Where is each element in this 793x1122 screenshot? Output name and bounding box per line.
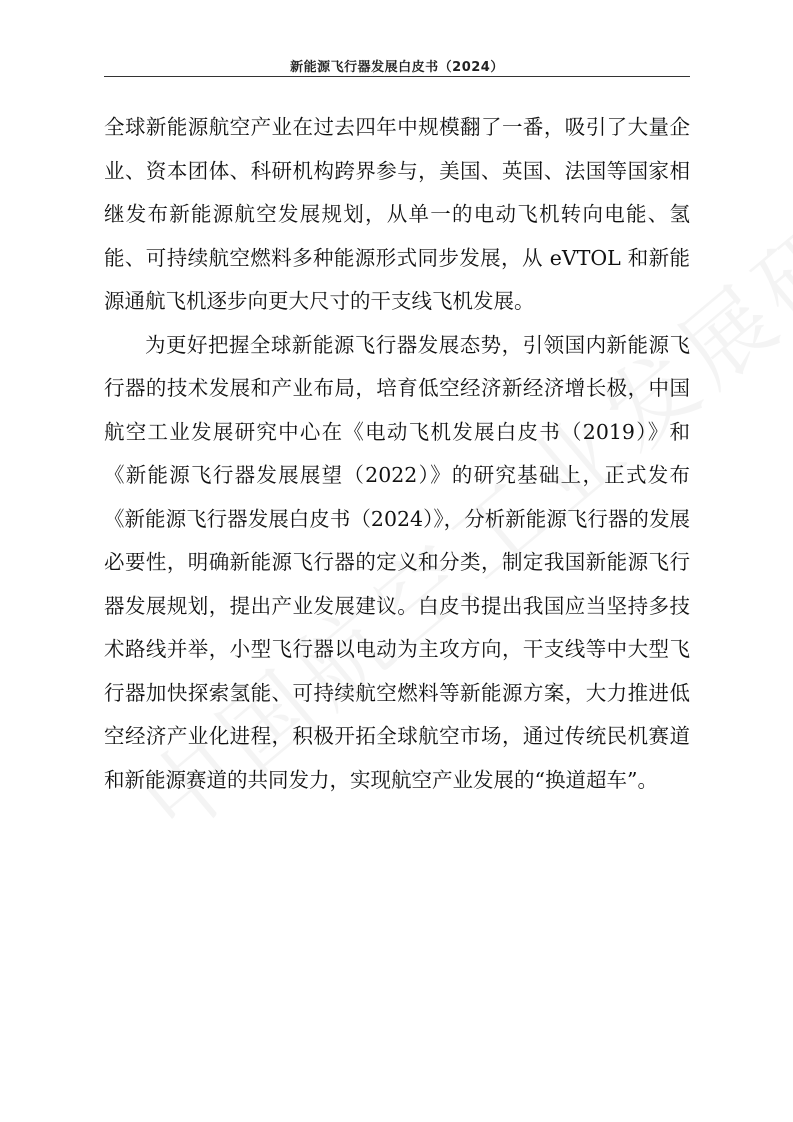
header-divider — [104, 76, 690, 77]
paragraph-2: 为更好把握全球新能源飞行器发展态势，引领国内新能源飞行器的技术发展和产业布局，培育低空经济新经济增长极，中国航空工业发展研究中心在《电动飞机发展白皮书（2019）》和《新能源飞行器发展展望（2022）》的研究基础上，正式发布《新能源飞行器发展白皮书（2024）》，分析新能源飞行器的发展必要性，明确新能源飞行器的定义和分类，制定我国新能源飞行器发展规划，提出产业发展建议。白皮书提出我国应当坚持多技术路线并举，小型飞行器以电动为主攻方向，干支线等中大型飞行器加快探索氢能、可持续航空燃料等新能源方案，大力推进低空经济产业化进程，积极开拓全球航空市场，通过传统民机赛道和新能源赛道的共同发力，实现航空产业发展的“换道超车”。 — [104, 332, 690, 792]
document-body — [104, 106, 690, 802]
page-header-title: 新能源飞行器发展白皮书（2024） — [290, 60, 504, 75]
paragraph-1: 全球新能源航空产业在过去四年中规模翻了一番，吸引了大量企业、资本团体、科研机构跨界参与，美国、英国、法国等国家相继发布新能源航空发展规划，从单一的电动飞机转向电能、氢能、可持续航空燃料多种能源形式同步发展，从 eVTOL 和新能源通航飞机逐步向更大尺寸的干支线飞机发展。 — [104, 115, 690, 313]
